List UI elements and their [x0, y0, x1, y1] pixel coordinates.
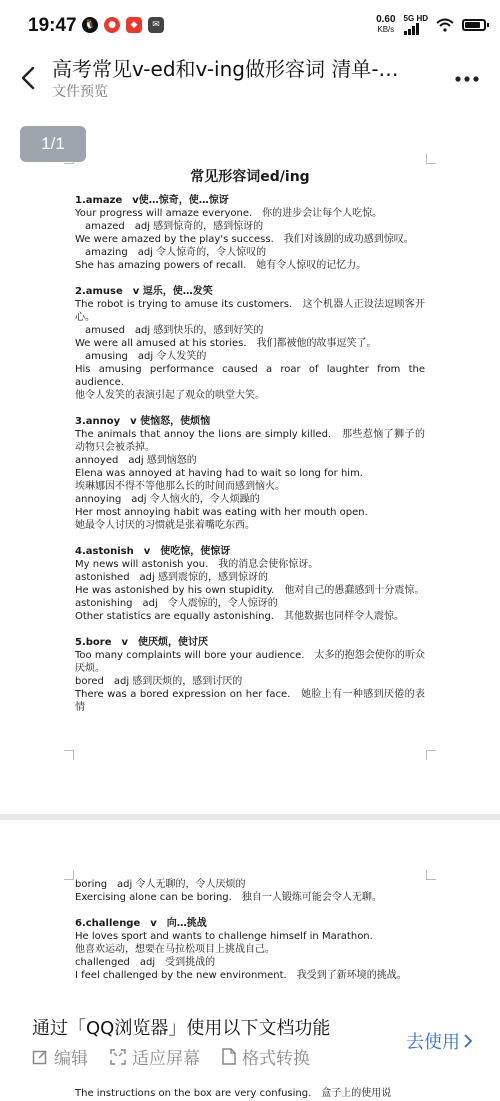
entry-heading: 5.bore v 使厌烦，使讨厌: [75, 637, 209, 648]
convert-format-button[interactable]: [222, 1044, 310, 1069]
app-badge-icon: ◆: [126, 17, 142, 33]
entry-line: Her most annoying habit was eating with her mouth open.: [75, 507, 368, 518]
notification-circle-icon: ●: [104, 17, 120, 33]
battery-fill: [465, 22, 480, 28]
fit-screen-icon: [110, 1049, 126, 1065]
entry-line: I feel challenged by the new environment. 我受到了新环境的挑战。: [75, 970, 407, 981]
entry-line: The animals that annoy the lions are simply killed. 那些惹恼了狮子的动物只会被杀掉。: [75, 429, 425, 453]
app-header: [0, 52, 500, 108]
page-corner-mark: [426, 870, 436, 880]
entry-line: Other statistics are equally astonishing. 其他数据也同样令人震惊。: [75, 611, 404, 622]
go-use-label: 去使用: [406, 1032, 460, 1053]
convert-format-label: 格式转换: [242, 1049, 310, 1069]
entry-line: 她最令人讨厌的习惯就是张着嘴吃东西。: [75, 520, 255, 531]
entry-section: [75, 636, 425, 714]
entry-line: amusing adj 令人发笑的: [75, 351, 207, 362]
entry-line: There was a bored expression on her face. 她脸上有一种感到厌倦的表情: [75, 689, 425, 713]
entry-line: Your progress will amaze everyone. 你的进步会让每个人吃惊。: [75, 208, 383, 219]
entry-line: 他令人发笑的表演引起了观众的哄堂大笑。: [75, 390, 265, 401]
back-button[interactable]: [10, 56, 46, 100]
network-type: [404, 14, 428, 35]
entry-line: The robot is trying to amuse its customers. 这个机器人正设法逗顾客开心。: [75, 299, 425, 323]
fit-screen-button[interactable]: [110, 1044, 200, 1069]
entry-line: We were all amused at his stories. 我们都被他的故事逗笑了。: [75, 338, 377, 349]
battery-icon: [462, 19, 486, 31]
status-right: [376, 14, 486, 35]
entry-line: boring adj 令人无聊的，令人厌烦的: [75, 879, 246, 890]
document-page-1: [0, 110, 500, 810]
entry-line: She has amazing powers of recall. 她有令人惊叹的记忆力。: [75, 260, 367, 271]
entry-section: [75, 545, 425, 623]
fit-screen-label: 适应屏幕: [132, 1049, 200, 1069]
document-content-page-2: [75, 878, 425, 995]
document-title: 常见形容词ed/ing: [190, 169, 310, 185]
message-box-icon: ✉: [148, 17, 164, 33]
entry-line: My news will astonish you. 我的消息会使你惊讶。: [75, 559, 319, 570]
entry-section: [75, 878, 425, 904]
page-corner-mark: [426, 750, 436, 760]
entry-section: [75, 285, 425, 402]
entry-line: amazed adj 感到惊奇的，感到惊讶的: [75, 221, 264, 232]
page-corner-mark: [426, 154, 436, 164]
entry-section: [75, 194, 425, 272]
status-time: 19:47: [28, 15, 77, 36]
entry-heading: 3.annoy v 使恼怒，使烦恼: [75, 416, 211, 427]
qq-penguin-icon: 🐧: [82, 17, 98, 33]
network-type-label: 5G HD: [403, 14, 428, 23]
entry-line: 埃琳娜因不得不等他那么长的时间而感到恼火。: [75, 481, 285, 492]
edit-icon: [32, 1049, 48, 1065]
page-corner-mark: [64, 750, 74, 760]
entry-line: 他喜欢运动，想要在马拉松项目上挑战自己。: [75, 944, 275, 955]
chevron-right-icon: [464, 1034, 472, 1048]
go-use-button[interactable]: [406, 1028, 472, 1054]
entry-line: His amusing performance caused a roar of laughter from the audience.: [75, 364, 425, 388]
page-indicator: 1/1: [20, 126, 86, 162]
document-content: [75, 168, 425, 727]
entry-heading: 6.challenge v 向…挑战: [75, 918, 207, 929]
page-title: 高考常见v-ed和v-ing做形容词 清单-…: [52, 57, 399, 81]
entry-heading: 1.amaze v使…惊奇，使…惊讶: [75, 195, 229, 206]
page-corner-mark: [64, 870, 74, 880]
entry-line: We were amazed by the play's success. 我们对该剧的成功感到惊叹。: [75, 234, 414, 245]
page-subtitle: 文件预览: [52, 84, 108, 100]
more-options-button[interactable]: [452, 64, 482, 94]
entry-line: Elena was annoyed at having had to wait so long for him.: [75, 468, 363, 479]
document-viewer[interactable]: [0, 110, 500, 1101]
entry-line: Too many complaints will bore your audience. 太多的抱怨会使你的听众厌烦。: [75, 650, 425, 674]
net-speed-unit: KB/s: [377, 24, 395, 34]
entry-line: challenged adj 受到挑战的: [75, 957, 216, 968]
promo-panel: [0, 1002, 500, 1078]
entry-line: annoyed adj 感到恼怒的: [75, 455, 197, 466]
signal-icon: [404, 23, 428, 35]
more-dots-icon: [455, 76, 479, 82]
entry-line: annoying adj 令人恼火的，令人烦躁的: [75, 494, 260, 505]
entry-section: [75, 415, 425, 532]
wifi-icon: [436, 18, 454, 32]
promo-actions: [32, 1044, 310, 1069]
entry-line: He was astonished by his own stupidity. 他对自己的愚蠢感到十分震惊。: [75, 585, 425, 596]
notification-icons: [82, 17, 164, 33]
entry-line: amazing adj 令人惊奇的，令人惊叹的: [75, 247, 267, 258]
net-speed: [376, 15, 395, 35]
edit-button[interactable]: [32, 1044, 88, 1069]
convert-format-icon: [222, 1048, 236, 1065]
status-bar: [0, 0, 500, 52]
entry-line: bored adj 感到厌烦的，感到讨厌的: [75, 676, 243, 687]
entry-heading: 4.astonish v 使吃惊，使惊讶: [75, 546, 231, 557]
back-arrow-icon: [21, 66, 35, 90]
net-speed-value: 0.60: [376, 13, 396, 25]
entry-line: astonished adj 感到震惊的，感到惊讶的: [75, 572, 268, 583]
entry-line: astonishing adj 令人震惊的，令人惊讶的: [75, 598, 278, 609]
document-bottom-line: The instructions on the box are very confusing. 盒子上的使用说: [75, 1088, 392, 1099]
entry-line: Exercising alone can be boring. 独自一人锻炼可能会令人无聊。: [75, 892, 382, 903]
entry-line: amused adj 感到快乐的，感到好笑的: [75, 325, 264, 336]
edit-label: 编辑: [54, 1049, 88, 1069]
entry-section: [75, 917, 425, 982]
entry-heading: 2.amuse v 逗乐，使…发笑: [75, 286, 213, 297]
entry-line: He loves sport and wants to challenge himself in Marathon.: [75, 931, 373, 942]
promo-text: 通过「QQ浏览器」使用以下文档功能: [32, 1018, 331, 1039]
